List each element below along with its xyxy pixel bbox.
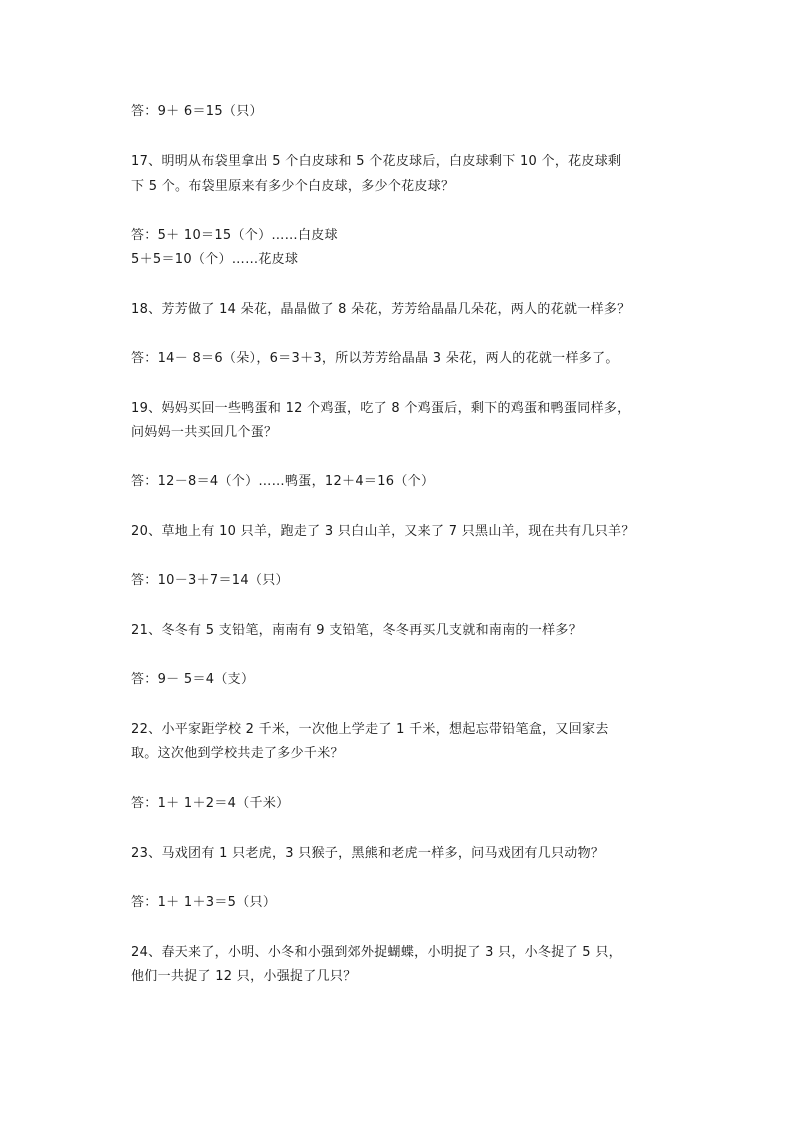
answer-18: 答：14－ 8＝6（朵），6＝3＋3，所以芳芳给晶晶 3 朵花，两人的花就一样多了。 — [131, 351, 619, 366]
question-17-line-2: 下 5 个。布袋里原来有多少个白皮球，多少个花皮球？ — [131, 179, 455, 194]
question-19-line-2: 问妈妈一共买回几个蛋？ — [131, 425, 278, 440]
answer-16: 答：9＋ 6＝15（只） — [131, 104, 263, 119]
question-17-line-1: 17、明明从布袋里拿出 5 个白皮球和 5 个花皮球后，白皮球剩下 10 个，花皮球剩 — [131, 154, 622, 169]
answer-20: 答：10－3＋7＝14（只） — [131, 573, 289, 588]
question-22-line-1: 22、小平家距学校 2 千米，一次他上学走了 1 千米，想起忘带铅笔盒，又回家去 — [131, 722, 609, 737]
answer-17-line-1: 答：5＋ 10＝15（个）……白皮球 — [131, 228, 338, 243]
answer-19: 答：12－8＝4（个）……鸭蛋，12＋4＝16（个） — [131, 474, 435, 489]
question-18: 18、芳芳做了 14 朵花，晶晶做了 8 朵花，芳芳给晶晶几朵花，两人的花就一样多？ — [131, 302, 631, 317]
answer-17-line-2: 5＋5＝10（个）……花皮球 — [131, 252, 299, 267]
question-19-line-1: 19、妈妈买回一些鸭蛋和 12 个鸡蛋，吃了 8 个鸡蛋后，剩下的鸡蛋和鸭蛋同样多， — [131, 401, 631, 416]
question-24-line-1: 24、春天来了，小明、小冬和小强到郊外捉蝴蝶，小明捉了 3 只，小冬捉了 5 只， — [131, 945, 622, 960]
answer-23: 答：1＋ 1＋3＝5（只） — [131, 895, 277, 910]
answer-22: 答：1＋ 1＋2＝4（千米） — [131, 796, 290, 811]
question-22-line-2: 取。这次他到学校共走了多少千米？ — [131, 746, 344, 761]
question-20: 20、草地上有 10 只羊，跑走了 3 只白山羊，又来了 7 只黑山羊，现在共有几只羊？ — [131, 524, 635, 539]
question-24-line-2: 他们一共捉了 12 只，小强捉了几只？ — [131, 969, 357, 984]
answer-21: 答：9－ 5＝4（支） — [131, 672, 255, 687]
question-23: 23、马戏团有 1 只老虎，3 只猴子，黑熊和老虎一样多，问马戏团有几只动物？ — [131, 846, 605, 861]
question-21: 21、冬冬有 5 支铅笔，南南有 9 支铅笔，冬冬再买几支就和南南的一样多？ — [131, 623, 583, 638]
